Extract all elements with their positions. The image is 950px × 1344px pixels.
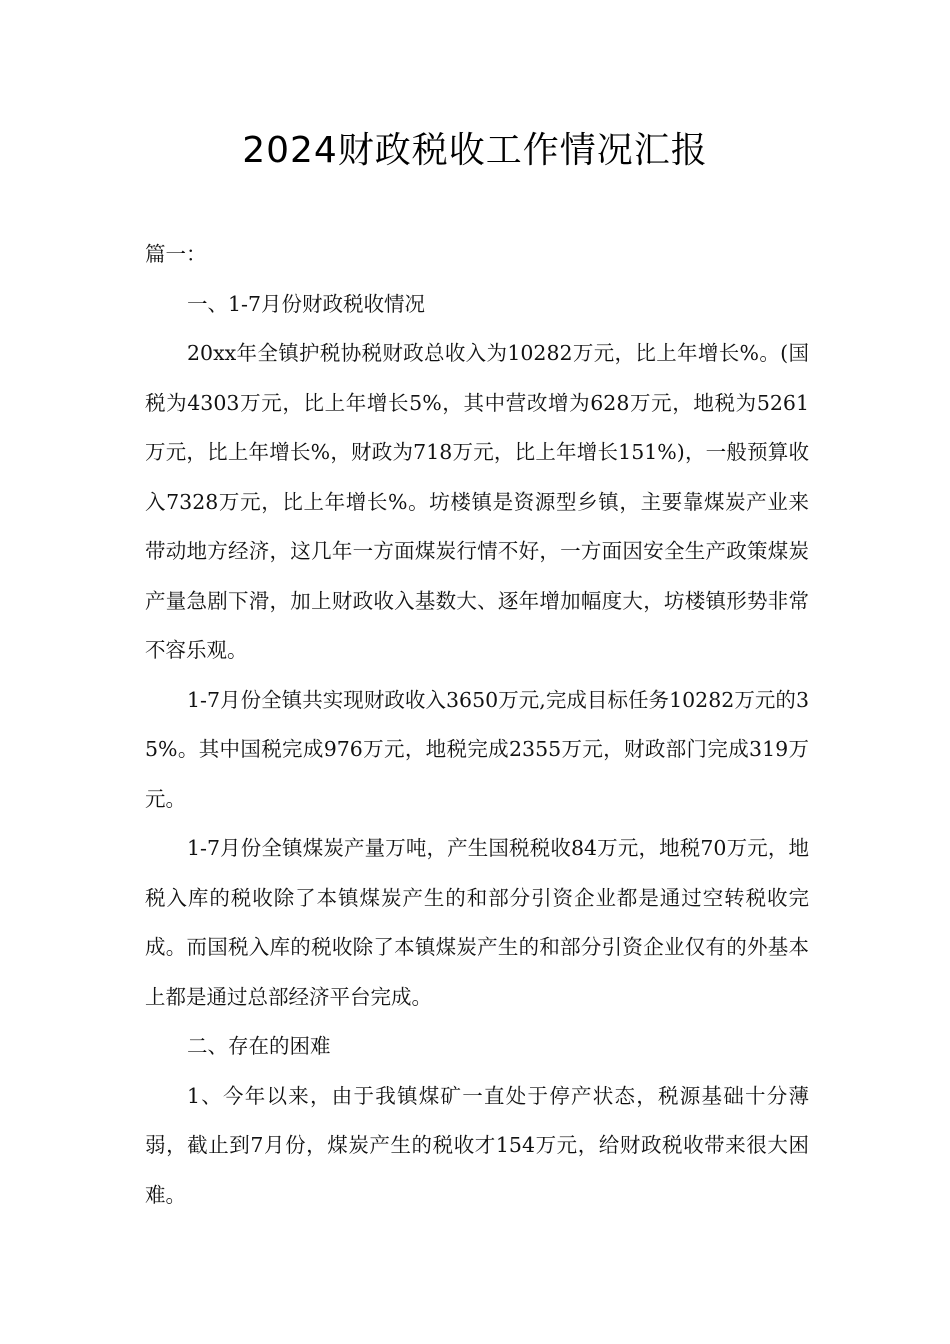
document-body <box>145 230 809 1220</box>
document-title: 2024财政税收工作情况汇报 <box>242 130 708 171</box>
paragraph-coal-tax: 1-7月份全镇煤炭产量万吨，产生国税税收84万元，地税70万元，地税入库的税收除了本镇煤炭产生的和部分引资企业都是通过空转税收完成。而国税入库的税收除了本镇煤炭产生的和部分引资企业仅有的外基本上都是通过总部经济平台完成。 <box>145 836 809 1009</box>
paragraph-jan-jul-revenue: 1-7月份全镇共实现财政收入3650万元,完成目标任务10282万元的35%。其中国税完成976万元，地税完成2355万元，财政部门完成319万元。 <box>145 687 809 811</box>
section-label: 篇一： <box>145 242 207 266</box>
heading-revenue-situation: 一、1-7月份财政税收情况 <box>187 291 426 316</box>
paragraph-difficulty-1: 1、今年以来，由于我镇煤矿一直处于停产状态，税源基础十分薄弱，截止到7月份，煤炭产生的税收才154万元，给财政税收带来很大困难。 <box>145 1083 809 1207</box>
paragraph-annual-revenue: 20xx年全镇护税协税财政总收入为10282万元，比上年增长%。(国税为4303万元，比上年增长5%，其中营改增为628万元，地税为5261万元，比上年增长%，财政为718万元，比上年增长151%)，一般预算收入7328万元，比上年增长%。坊楼镇是资源型乡镇，主要靠煤炭产业来带动地方经济，这几年一方面煤炭行情不好，一方面因安全生产政策煤炭产量急剧下滑，加上财政收入基数大、逐年增加幅度大，坊楼镇形势非常不容乐观。 <box>145 341 809 662</box>
heading-difficulties: 二、存在的困难 <box>187 1034 331 1058</box>
